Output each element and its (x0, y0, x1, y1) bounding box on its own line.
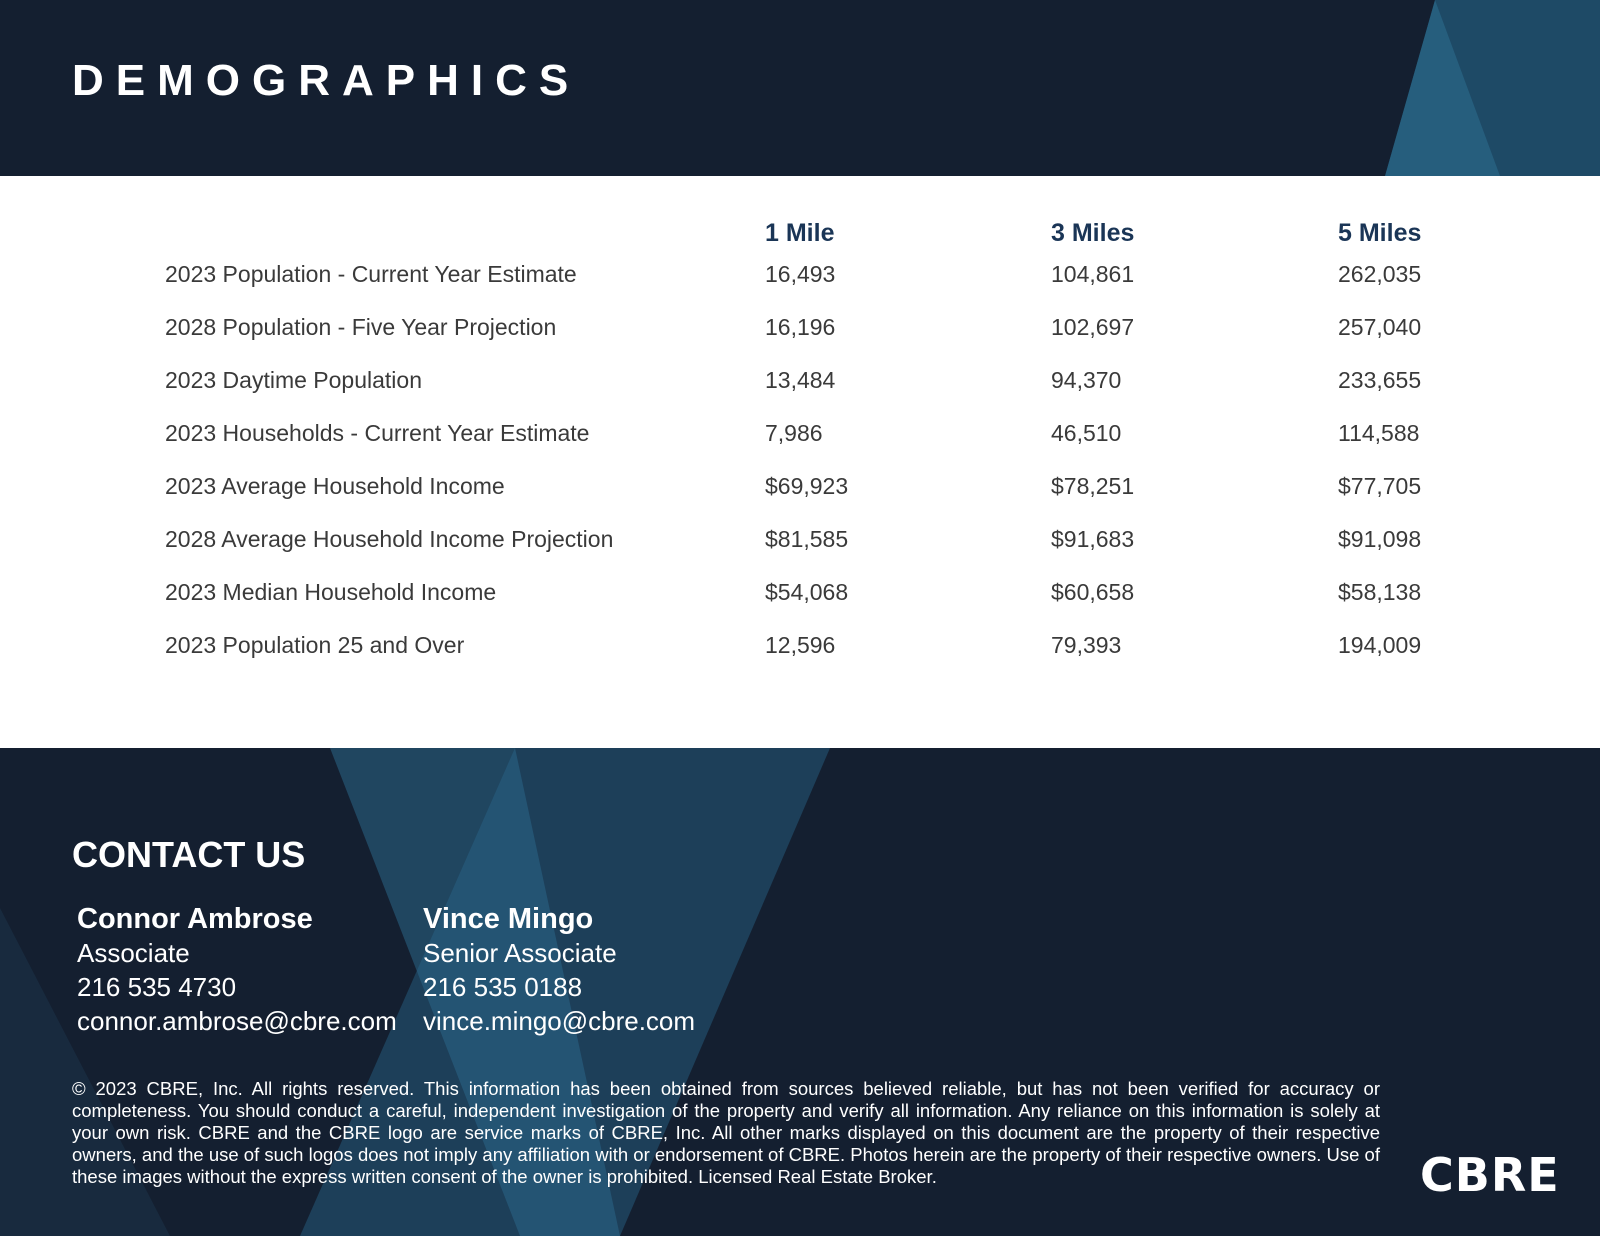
table-header-row (150, 204, 1498, 248)
cell-1-mile: 12,596 (765, 632, 836, 658)
cell-5-miles: $91,098 (1338, 526, 1422, 552)
cell-3-miles: $60,658 (1051, 579, 1135, 605)
contact-email[interactable]: vince.mingo@cbre.com (423, 1006, 696, 1036)
cell-3-miles: $78,251 (1051, 473, 1135, 499)
cell-1-mile: $69,923 (765, 473, 849, 499)
contact-card-connor (77, 902, 397, 1038)
cell-1-mile: 16,493 (765, 261, 836, 287)
cell-1-mile: 13,484 (765, 367, 836, 393)
contact-footer (0, 748, 1600, 1236)
cell-1-mile: $54,068 (765, 579, 849, 605)
contact-title: CONTACT US (72, 834, 306, 875)
row-label: 2028 Average Household Income Projection (165, 526, 614, 552)
cell-3-miles: $91,683 (1051, 526, 1135, 552)
contact-email[interactable]: connor.ambrose@cbre.com (77, 1006, 397, 1036)
cell-3-miles: 102,697 (1051, 314, 1135, 340)
contact-phone[interactable]: 216 535 4730 (77, 972, 237, 1002)
row-label: 2023 Daytime Population (165, 367, 422, 393)
table-row (150, 460, 1498, 513)
legal-disclaimer: © 2023 CBRE, Inc. All rights reserved. This information has been obtained from sources believed reliable, but has not been verified for accuracy or completeness. You should conduct a careful, independent investigation of the property and verify all information. Any reliance on this information is solely at your own risk. CBRE and the CBRE logo are service marks of CBRE, Inc. All other marks displayed on this document are the property of their respective owners, and the use of such logos does not imply any affiliation with or endorsement of CBRE. Photos herein are the property of their respective owners. Use of these images without the express written consent of the owner is prohibited. Licensed Real Estate Broker. (72, 1078, 1380, 1187)
column-header-3-miles: 3 Miles (1051, 219, 1135, 247)
cell-3-miles: 94,370 (1051, 367, 1122, 393)
column-header-1-mile: 1 Mile (765, 219, 835, 247)
row-label: 2023 Population 25 and Over (165, 632, 465, 658)
row-label: 2028 Population - Five Year Projection (165, 314, 557, 340)
cell-5-miles: $58,138 (1338, 579, 1422, 605)
table-row (150, 513, 1498, 566)
row-label: 2023 Median Household Income (165, 579, 497, 605)
cell-1-mile: 7,986 (765, 420, 823, 446)
cell-5-miles: 194,009 (1338, 632, 1422, 658)
contact-name: Vince Mingo (423, 903, 594, 935)
table-row (150, 354, 1498, 407)
column-header-5-miles: 5 Miles (1338, 219, 1422, 247)
cell-3-miles: 79,393 (1051, 632, 1122, 658)
cell-3-miles: 46,510 (1051, 420, 1122, 446)
page-header (0, 0, 1600, 176)
page-title: DEMOGRAPHICS (72, 56, 581, 105)
contact-name: Connor Ambrose (77, 903, 313, 935)
cell-5-miles: 262,035 (1338, 261, 1422, 287)
table-row (150, 301, 1498, 354)
cell-5-miles: 233,655 (1338, 367, 1422, 393)
cell-1-mile: $81,585 (765, 526, 849, 552)
demographics-table (150, 204, 1498, 672)
cell-3-miles: 104,861 (1051, 261, 1135, 287)
contact-role: Senior Associate (423, 938, 617, 968)
cell-5-miles: 257,040 (1338, 314, 1422, 340)
table-row (150, 566, 1498, 619)
table-row (150, 407, 1498, 460)
row-label: 2023 Average Household Income (165, 473, 505, 499)
cell-5-miles: 114,588 (1338, 420, 1420, 446)
contact-role: Associate (77, 938, 190, 968)
contact-phone[interactable]: 216 535 0188 (423, 972, 583, 1002)
table-row (150, 248, 1498, 301)
cell-1-mile: 16,196 (765, 314, 836, 340)
contact-card-vince (423, 902, 695, 1038)
row-label: 2023 Households - Current Year Estimate (165, 420, 590, 446)
cbre-logo: CBRE (1420, 1148, 1560, 1202)
demographics-panel (0, 176, 1600, 748)
label-column-header (150, 204, 765, 248)
row-label: 2023 Population - Current Year Estimate (165, 261, 577, 287)
cell-5-miles: $77,705 (1338, 473, 1422, 499)
table-row (150, 619, 1498, 672)
